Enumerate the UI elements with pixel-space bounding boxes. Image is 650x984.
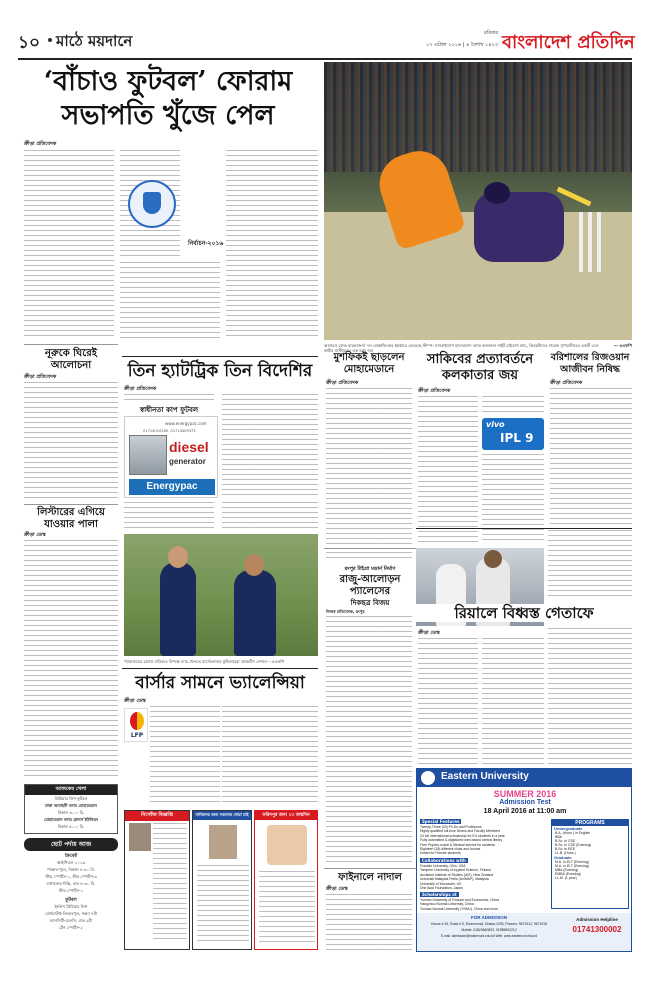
helmet [484, 182, 510, 204]
eu-address: House # 26, Road # 5, Dhanmondi, Dhaka-1205, Phones: 9671912, 9671915 [430, 922, 548, 926]
hero-photo [324, 62, 632, 340]
eu-feature: Twenty-Three (23) Ph.Ds and Professors [420, 825, 482, 829]
final-body [326, 894, 412, 950]
barca-caption: প্যারাগুয়ের রয়্যাল মাদ্রিদের বিপক্ষে ম্যাচ খেলতে বার্সেলোনার ফুটবলাররা প্র্যাকটিস সেশনে – এএফপি [124, 659, 285, 664]
tv-item: বিকাল ৩.০০ মি. [57, 810, 85, 815]
real-body-c [548, 530, 632, 600]
player-head-right [244, 554, 264, 576]
prayer-ad [192, 810, 252, 950]
barisal-headline-2: আজীবন নিষিদ্ধ [560, 364, 620, 375]
hero-credit: — এএফপি [613, 343, 632, 348]
eu-scholar: Hangzhou Normal University, China [420, 902, 474, 907]
player-head-left [168, 546, 188, 568]
lead-body-col1 [24, 150, 114, 340]
divider [122, 668, 318, 669]
birthday-ad [254, 810, 318, 950]
eu-features [420, 825, 548, 856]
eu-scholar: Yunnan Normal University (YNNU), China and more. [420, 906, 499, 911]
shakib-body-b [482, 396, 544, 416]
mushfiq-headline-1: মুশফিকই ছাড়লেন [333, 352, 405, 363]
prayer-ad-title: সাজিদের জন্য সকলের দোয়া চাই [193, 811, 251, 820]
divider [324, 548, 418, 549]
prayer-text [197, 865, 249, 945]
player-right [234, 570, 276, 656]
laliga-logo [124, 708, 148, 742]
ipl-word: IPL 9 [500, 431, 534, 445]
real-body-d [548, 628, 632, 768]
eu-scholar-title: Scholarships at [422, 892, 457, 897]
eu-feature: Highly qualified full-time Deans and Faculty Members [420, 829, 501, 834]
brief-1-body [24, 382, 118, 500]
small-screen-box [24, 838, 118, 950]
shakib-body-c [482, 454, 544, 544]
eu-collab: University of Worcester, UK [420, 881, 462, 886]
eu-collabs [420, 864, 548, 890]
missing-ad [124, 810, 190, 950]
eu-programs-title: PROGRAMS [552, 820, 628, 826]
laliga-text: LFP [130, 732, 144, 739]
barca-headline: বার্সার সামনে ভ্যালেন্সিয়া [135, 673, 305, 693]
eu-feature: Fully automated & digitalized web-based central library [420, 838, 503, 843]
ss-line: ম্যানসিটি-চেলসি, রাত ৯টা [49, 918, 93, 923]
ranpur-headline-1: রংপুর টাইগ্রা মডার্ন নির্মাণ [344, 566, 396, 572]
shakib-byline: ক্রীড়া প্রতিবেদক [418, 388, 451, 394]
eu-helpline[interactable]: 01741300002 [572, 925, 622, 934]
page-number: ১০ [18, 33, 41, 53]
bff-logo [128, 180, 176, 228]
barca-body-b [222, 706, 318, 806]
ss-line: বাঙ্গালোর-দিল্লি, রাত ৮-৩০ মি. [46, 881, 96, 886]
today-match-box [24, 784, 118, 834]
barisal-body [550, 388, 632, 528]
eu-footer [417, 913, 632, 952]
hattrick-sub: স্বাধীনতা কাপ ফুটবল [139, 405, 199, 414]
brand-logo: বাংলাদেশ প্রতিদিন [502, 32, 635, 53]
ranpur-headline-4: দিকছত্র বিজয় [350, 598, 390, 607]
eu-ug-title: Undergraduate [554, 826, 583, 831]
eu-email[interactable]: E-mail: admission@easternuni.edu.bd Web: www.easternuni.edu.bd [440, 934, 538, 938]
eu-date: 18 April 2016 at 11:00 am [483, 808, 567, 815]
eu-ug: BBA [555, 835, 563, 839]
eu-feature: 24 full international scholarship for EU students in a year [420, 833, 505, 838]
hattrick-body-d [222, 502, 318, 530]
final-byline: ক্রীড়া ডেস্ক [326, 886, 348, 892]
ranpur-headline-2: রাজু-আলোড়ন [339, 574, 401, 585]
page-header [18, 28, 635, 56]
barca-body-a [150, 706, 220, 806]
eu-collab: One Asia Foundation, Japan [420, 886, 463, 891]
eu-ug: B.A. (Hons.) in English [555, 831, 591, 835]
brief-2-body [24, 540, 118, 780]
divider [24, 344, 118, 345]
ranpur-headline-3: প্যালেসের [349, 586, 391, 597]
issue-day: রবিবার [484, 30, 498, 36]
vivo-ipl-logo [482, 418, 544, 450]
ss-line: ক্রিকেট [64, 854, 78, 859]
player-left [160, 562, 196, 656]
eu-ug: B.Sc. in CSE [555, 839, 576, 843]
ss-line: ফুটবল [65, 898, 77, 903]
birthday-photo [267, 825, 307, 865]
player-2 [474, 192, 564, 262]
hattrick-headline: তিন হ্যাটট্রিক তিন বিদেশির [127, 361, 313, 381]
celebrant-head [484, 550, 502, 568]
eu-feature: Eighteen (18) different clubs and forums [420, 847, 481, 852]
hero-caption: আবারও বোল্ড হারভাজন! দল মোস্তাফিজের ইয়র্কারে ভেঙেছে স্টাম্প। সানরাইজার্স হায়দরাবাদ বনাম কলকাতা নাইট রাইডার্স ম্যাচ, ক্রিকেটাদের সাবেক সুপারস্টারের একটি এবং কাটার মাস্টারদের এক ম্যাচ জয় [324, 343, 599, 353]
energypac-ad[interactable] [124, 416, 218, 498]
eu-summer: SUMMER 2016 [493, 789, 557, 799]
tv-item: মোহামেডান বনাম ব্রাদার্স ইউনিয়ন [43, 817, 99, 822]
eu-feature: Hostel for Female students [420, 851, 461, 856]
election-caption: নির্বাচন-২০১৬ [188, 240, 224, 247]
eu-mobile: Mobile: 01823660833, 01985892212 [461, 928, 517, 932]
eu-g: M.A. in ELT (Evening) [555, 864, 589, 868]
eu-g: MBA (Evening) [555, 868, 579, 872]
eu-g: EMBA (Evening) [555, 872, 581, 876]
stumps [579, 212, 603, 272]
header-rule [18, 58, 632, 60]
brief-1-title: নূরুকে ঘিরেই আলোচনা [45, 348, 97, 371]
ss-line: বোর্নমাউথ-লিভারপুল, সন্ধ্যা ৭টা [45, 911, 97, 916]
energypac-logo [129, 479, 215, 495]
eu-collab: Franklin University, Ohio, USA [420, 864, 466, 868]
eu-helpline-title: Admission Helpline [576, 917, 618, 922]
birthday-ad-title: ফরিদপুর জন্য ১৩ জন্মদিন [255, 811, 317, 820]
football-icon [143, 192, 161, 214]
crowd [324, 62, 632, 172]
barisal-headline-1: বরিশালের রিজওয়ান [550, 352, 630, 363]
brief-2-title: লিস্টারের এগিয়ে যাওয়ার পালা [37, 507, 105, 530]
eu-g: M.A. in ELT (Evening) [555, 860, 589, 864]
generator-image [129, 435, 167, 475]
divider [122, 356, 318, 357]
lead-headline-line2: সভাপতি খুঁজে পেল [61, 100, 275, 131]
eu-scholar: Yunnan University of Finance and Economics, China [420, 898, 499, 902]
real-body-b [482, 638, 544, 766]
small-screen-title: ছোট পর্দায় আজ [24, 838, 118, 851]
lead-body-col3 [226, 150, 318, 340]
ad-word-generator: generator [169, 457, 206, 466]
eu-features-title: Special Features [422, 819, 460, 824]
lead-headline-line1: ‘বাঁচাও ফুটবল’ ফোরাম [43, 66, 293, 97]
eu-ug: B.Sc. in CSE (Evening) [555, 843, 592, 847]
brief-1-byline: ক্রীড়া প্রতিবেদক [24, 374, 57, 380]
lead-byline: ক্রীড়া প্রতিবেদক [24, 141, 57, 147]
divider [324, 868, 416, 869]
ranpur-lead-body [326, 552, 412, 562]
hattrick-body-a [124, 394, 214, 402]
separator-dot [48, 38, 52, 42]
barca-photo [124, 534, 318, 656]
eu-logo-icon [421, 771, 435, 785]
tv-item: ঢাকা আবাহনী বনাম মোহামেডান [45, 803, 97, 808]
ad-phones: 01714010265, 01714409373 [143, 429, 196, 433]
eu-ug: B.Sc. in EEE [555, 847, 576, 851]
eastern-university-ad[interactable] [416, 768, 632, 952]
mushfiq-byline: ক্রীড়া প্রতিবেদক [326, 380, 359, 386]
ss-line: স্টার স্পোর্টস-১, স্টার স্পোর্টস-৩ [45, 874, 97, 879]
brief-2-byline: ক্রীড়া ডেস্ক [24, 532, 46, 538]
ad-url[interactable]: www.energypac.com [165, 421, 207, 426]
eu-g: LL.M. (1 year) [555, 876, 577, 880]
eu-feature: Free Psycho-social & Medical service for students [420, 842, 495, 847]
ad-word-diesel: diesel [169, 439, 209, 455]
eu-collab: Tampere University of Applied Science, Finland [420, 868, 491, 873]
ranpur-body [326, 616, 412, 866]
ss-line: আইপিএল ২০১৬ [56, 860, 86, 865]
eu-collab-title: Collaborations with [422, 858, 466, 863]
eu-scholars [420, 898, 548, 911]
ss-line: ইংলিশ প্রিমিয়ার লিগ [54, 904, 88, 909]
real-headline-visible: রিয়ালে বিধ্বস্ত গেতাফে [416, 604, 632, 622]
missing-text [153, 823, 187, 943]
eu-test: Admission Test [499, 799, 551, 806]
birthday-text [259, 871, 315, 945]
section-name: মাঠে ময়দানে [56, 32, 133, 50]
laliga-mark [130, 712, 144, 730]
shakib-body-a [418, 396, 478, 544]
hattrick-byline: ক্রীড়া প্রতিবেদক [124, 386, 157, 392]
hattrick-body-b [222, 394, 318, 498]
mushfiq-body [326, 388, 412, 544]
eu-collab: Auckland Institute of Studies (AIS), New Zealand [420, 872, 494, 877]
real-body-a [418, 638, 478, 766]
missing-ad-title: নিখোঁজ বিজ্ঞপ্তি [125, 811, 189, 821]
prayer-photo [209, 825, 237, 859]
tv-item: প্রিমিয়ার লিগ ফুটবল [54, 796, 88, 801]
barca-byline: ক্রীড়া ডেস্ক [124, 698, 146, 704]
today-match-title: আজকের খেলা [25, 785, 117, 795]
divider [416, 528, 632, 529]
ss-line: পাঞ্জাব-পুনে, বিকাল ৪-৩০ মি. [46, 867, 96, 872]
hattrick-body-c [124, 502, 214, 530]
missing-photo [129, 823, 151, 851]
ranpur-byline: নিজস্ব প্রতিবেদক, রংপুর [326, 609, 365, 614]
shakib-headline-1: সাকিবের প্রত্যাবর্তনে [426, 352, 534, 367]
mushfiq-headline-2: মোহামেডানে [343, 364, 395, 375]
ss-line: টেন স্পোর্টস-২ [59, 925, 83, 930]
lead-body-col2b [120, 262, 220, 340]
issue-date: ১৭ এপ্রিল ২০১৬ | ৪ বৈশাখ ১৪২৩ [425, 42, 498, 48]
eu-g-title: Graduate [554, 855, 572, 860]
eu-admission-title: FOR ADMISSION [470, 915, 508, 920]
eu-collab: Universiti Malaysia Perlis (UniMAP), Malaysia [420, 877, 489, 882]
shakib-headline-2: কলকাতার জয় [441, 368, 519, 383]
eu-programs [551, 819, 629, 909]
tv-item: বিকাল ৫.০০ মি. [57, 824, 85, 829]
real-photo-byline: ক্রীড়া ডেস্ক [418, 630, 440, 636]
eu-name: Eastern University [441, 771, 529, 782]
ss-line: স্টার স্পোর্টস-১ [58, 888, 84, 893]
vivo-word: vivo [486, 420, 505, 429]
energypac-brand: Energypac [146, 481, 198, 492]
final-headline: ফাইনালে নাদাল [338, 872, 402, 883]
eu-header [417, 769, 632, 787]
barisal-byline: ক্রীড়া প্রতিবেদক [550, 380, 583, 386]
eu-ug: LL.B. (Hons.) [555, 851, 576, 855]
divider [24, 504, 118, 505]
